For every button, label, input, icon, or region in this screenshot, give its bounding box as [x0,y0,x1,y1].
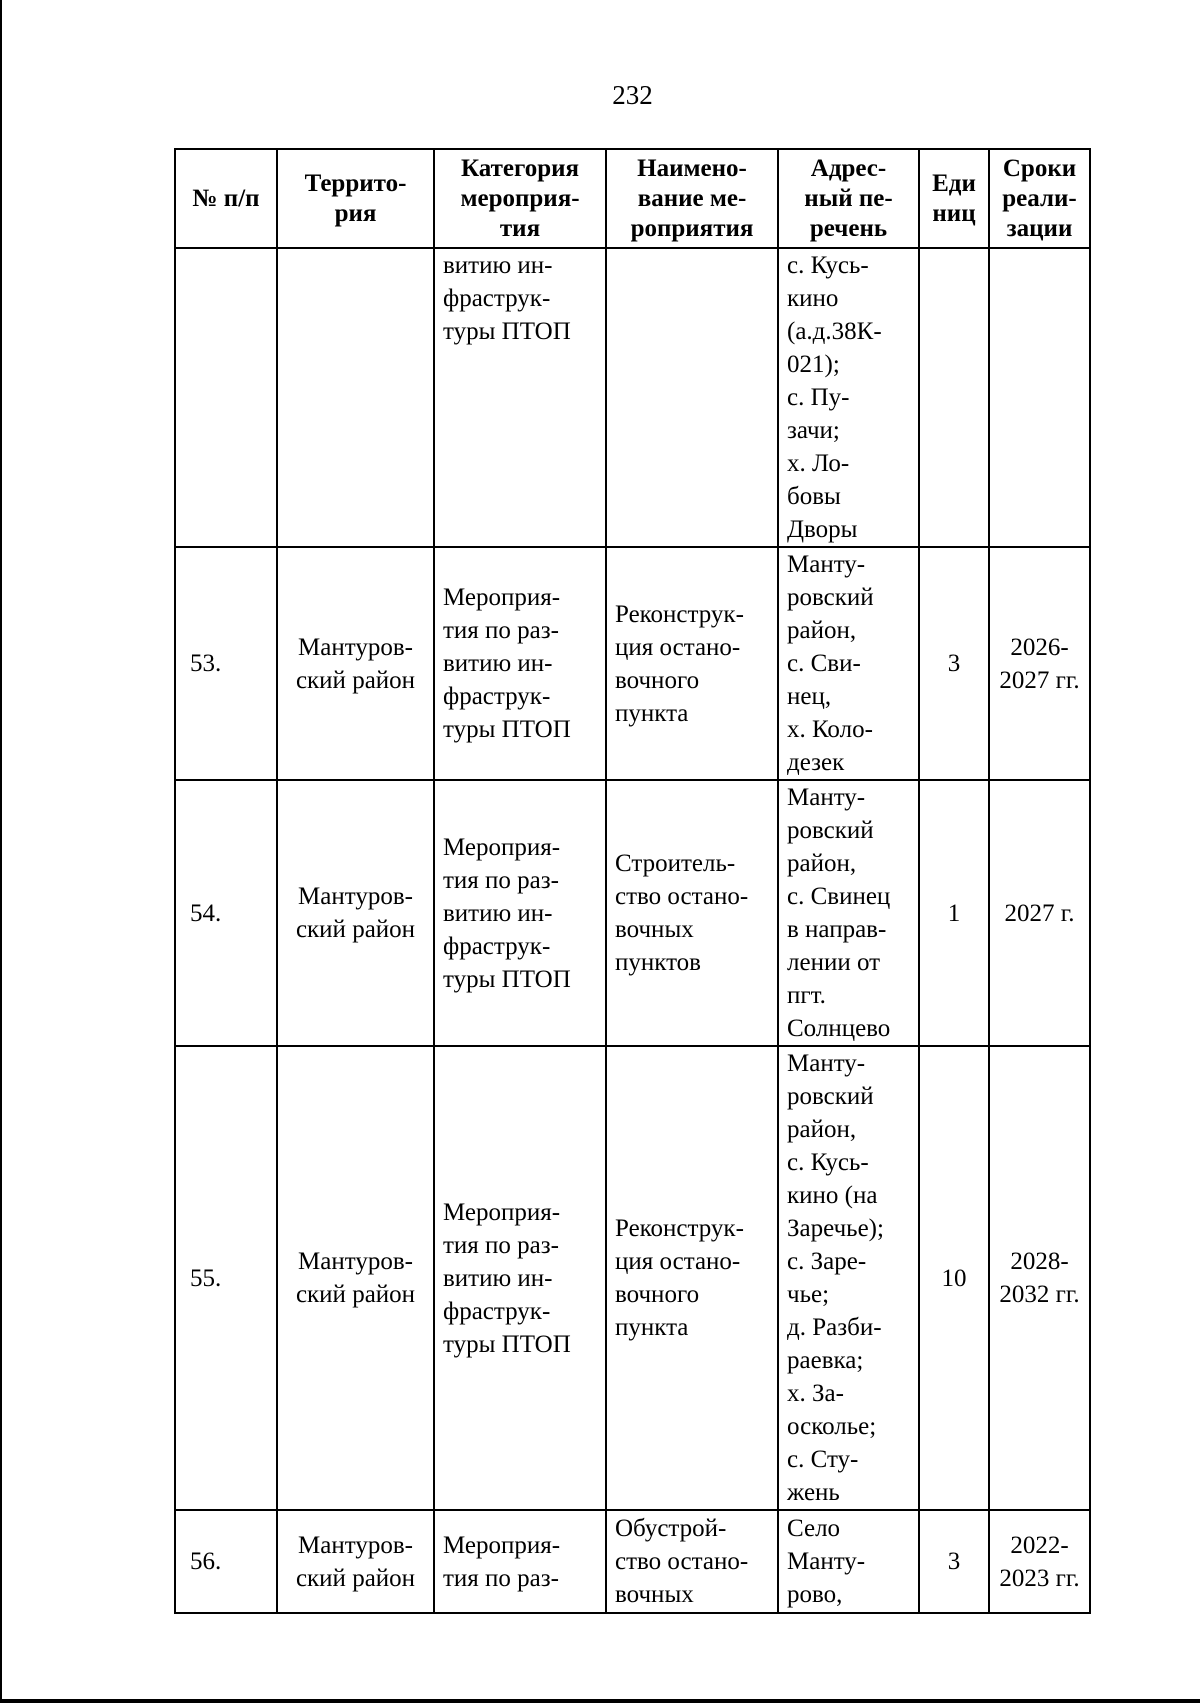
cell-address: с. Кусь- кино (а.д.38К- 021); с. Пу- зачи; х. Ло- бовы Дворы [778,248,919,547]
cell-terms [989,248,1090,547]
cell-category: витию ин- фраструк- туры ПТОП [434,248,606,547]
cell-num: 53. [175,547,277,780]
table-row [175,780,1090,1046]
measures-table [174,148,1091,1614]
cell-units: 1 [919,780,989,1046]
cell-terms: 2026- 2027 гг. [989,547,1090,780]
cell-category: Мероприя- тия по раз- [434,1510,606,1613]
header-num: № п/п [175,149,277,248]
cell-units: 10 [919,1046,989,1510]
cell-name [606,248,778,547]
cell-category: Мероприя- тия по раз- витию ин- фраструк- туры ПТОП [434,1046,606,1510]
cell-address: Манту- ровский район, с. Свинец в направ- лении от пгт. Солнцево [778,780,919,1046]
cell-category: Мероприя- тия по раз- витию ин- фраструк- туры ПТОП [434,547,606,780]
cell-territory: Мантуров- ский район [277,1510,434,1613]
scan-edge-left [0,0,2,1703]
cell-terms: 2027 г. [989,780,1090,1046]
cell-territory: Мантуров- ский район [277,1046,434,1510]
cell-num: 56. [175,1510,277,1613]
cell-name: Реконструк- ция остано- вочного пункта [606,1046,778,1510]
table-row [175,547,1090,780]
header-terms: Сроки реали- зации [989,149,1090,248]
cell-territory: Мантуров- ский район [277,780,434,1046]
cell-num: 54. [175,780,277,1046]
table-row [175,1510,1090,1613]
cell-territory: Мантуров- ский район [277,547,434,780]
cell-num: 55. [175,1046,277,1510]
cell-terms: 2022- 2023 гг. [989,1510,1090,1613]
cell-address: Село Манту- рово, [778,1510,919,1613]
cell-units: 3 [919,1510,989,1613]
cell-territory [277,248,434,547]
cell-terms: 2028- 2032 гг. [989,1046,1090,1510]
cell-address: Манту- ровский район, с. Кусь- кино (на Заречье); с. Заре- чье; д. Разби- раевка; х. За- осколье; с. Сту- жень [778,1046,919,1510]
cell-category: Мероприя- тия по раз- витию ин- фраструк- туры ПТОП [434,780,606,1046]
cell-name: Реконструк- ция остано- вочного пункта [606,547,778,780]
scan-edge-bottom [0,1699,1200,1703]
header-row [175,149,1090,248]
cell-name: Строитель- ство остано- вочных пунктов [606,780,778,1046]
cell-num [175,248,277,547]
table-row [175,1046,1090,1510]
page-number: 232 [612,80,653,110]
cell-units [919,248,989,547]
header-name: Наимено- вание ме- роприятия [606,149,778,248]
header-category: Категория мероприя- тия [434,149,606,248]
table-row [175,248,1090,547]
cell-name: Обустрой- ство остано- вочных [606,1510,778,1613]
header-territory: Террито- рия [277,149,434,248]
cell-units: 3 [919,547,989,780]
header-units: Еди ниц [919,149,989,248]
cell-address: Манту- ровский район, с. Сви- нец, х. Коло- дезек [778,547,919,780]
header-address: Адрес- ный пе- речень [778,149,919,248]
